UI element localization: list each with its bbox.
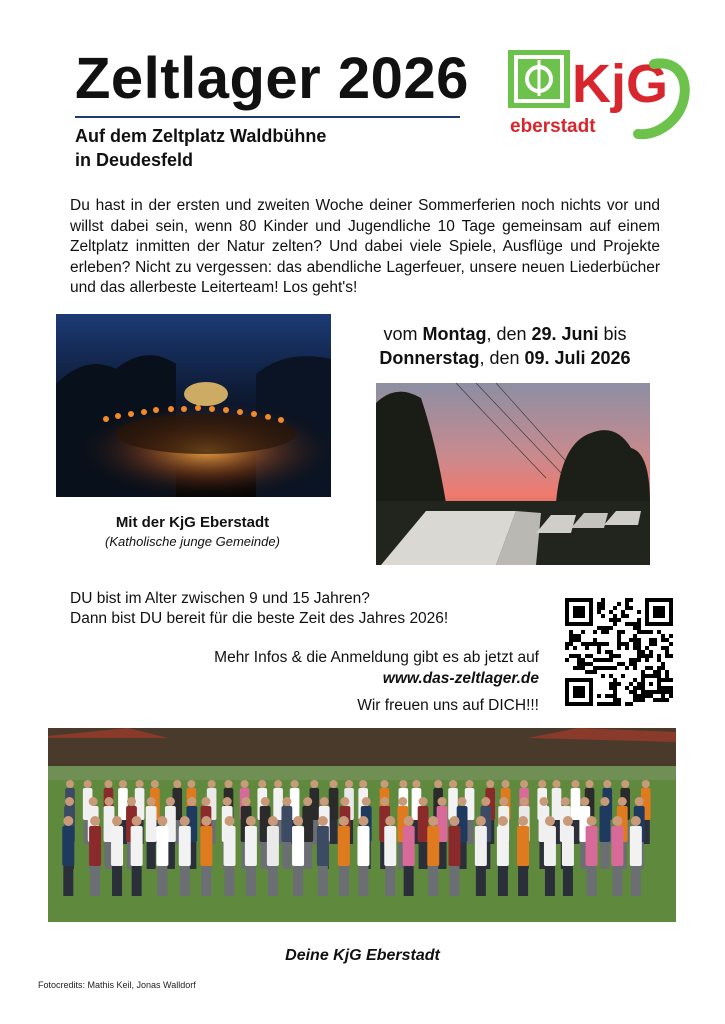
subtitle: [75, 124, 326, 172]
subtitle-line-1: Auf dem Zeltplatz Waldbühne: [75, 126, 327, 146]
date-line-2: Donnerstag, den 09. Juli 2026: [379, 348, 631, 368]
age-line-1: DU bist im Alter zwischen 9 und 15 Jahren?: [70, 590, 370, 607]
caption-sub: (Katholische junge Gemeinde): [105, 534, 280, 549]
website-link[interactable]: www.das-zeltlager.de: [382, 670, 539, 687]
date-line-1: vom Montag, den 29. Juni bis: [383, 324, 627, 344]
kjg-logo-icon: [506, 46, 691, 144]
title-underline: [75, 116, 460, 118]
qr-code[interactable]: [565, 598, 673, 706]
subtitle-line-2: in Deudesfeld: [75, 150, 194, 170]
logo-wordmark: KjG: [572, 54, 669, 114]
caption-main: Mit der KjG Eberstadt: [115, 514, 270, 531]
page-title: Zeltlager 2026: [75, 46, 469, 111]
tents-sunset-photo: [376, 383, 650, 565]
date-range: [345, 322, 665, 370]
age-text: [70, 589, 448, 629]
thanks-line: Wir freuen uns auf DICH!!!: [357, 697, 539, 714]
kjg-logo: [506, 46, 691, 144]
photo-credits: Fotocredits: Mathis Keil, Jonas Walldorf: [38, 980, 196, 990]
campfire-photo: [56, 314, 331, 497]
logo-place: eberstadt: [510, 116, 596, 137]
signoff: Deine KjG Eberstadt: [285, 947, 440, 964]
intro-text: Du hast in der ersten und zweiten Woche deiner Sommerferien noch nichts vor und willst dabei sein, wenn 80 Kinder und Jugendliche 10 Tage gemeinsam auf einem Zeltplatz inmitten der Natur zelten? Und dabei viele Spiele, Ausflüge und Projekte erleben? Nicht zu vergessen: das abendliche Lagerfeuer, unsere neuen Liederbücher und das allerbeste Leiterteam! Los geht's!: [70, 197, 660, 296]
organizer-caption: [60, 513, 325, 551]
age-line-2: Dann bist DU bereit für die beste Zeit des Jahres 2026!: [70, 610, 449, 627]
info-line: Mehr Infos & die Anmeldung gibt es ab jetzt auf: [214, 649, 539, 666]
group-photo: [48, 728, 676, 922]
info-block: [150, 647, 539, 716]
